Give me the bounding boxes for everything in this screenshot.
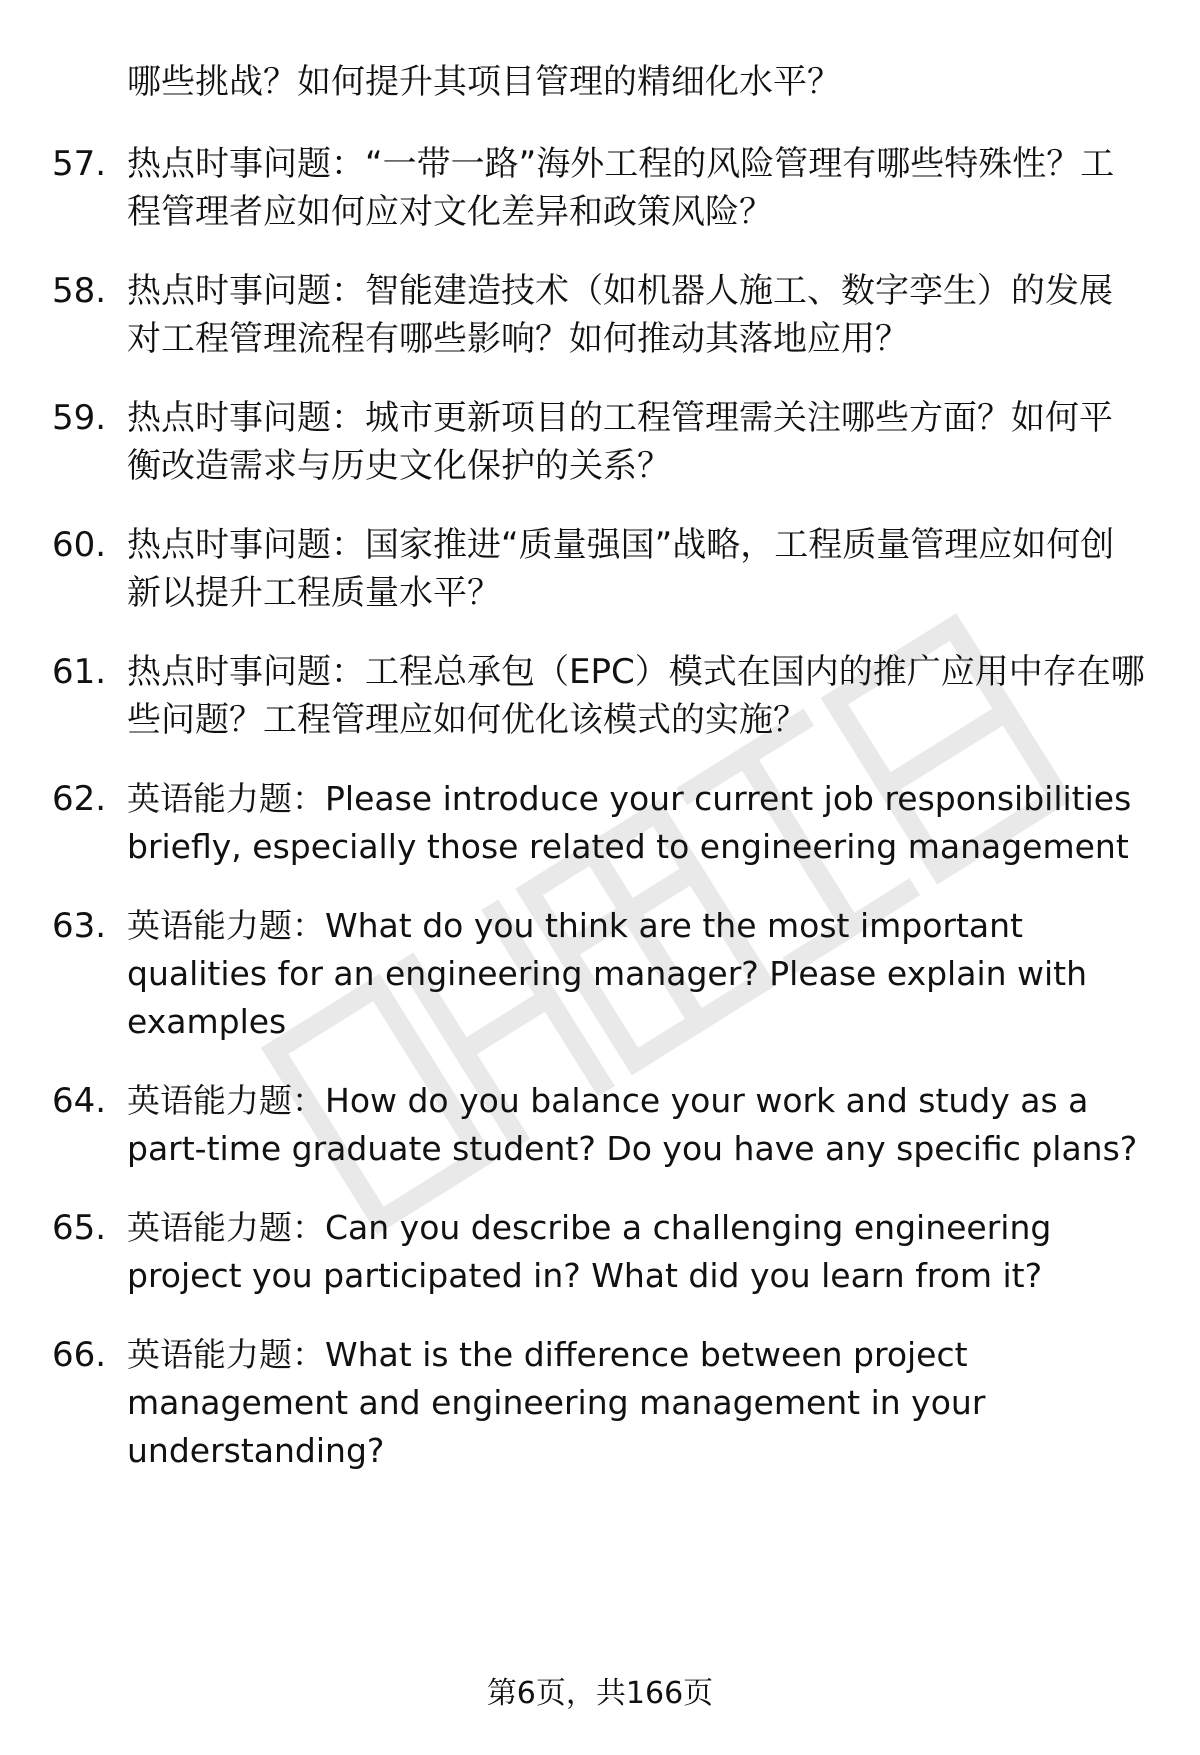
question-number: 64. <box>52 1081 107 1121</box>
question-number: 61. <box>52 652 107 692</box>
question-number: 59. <box>52 398 107 438</box>
question-text: 热点时事问题：智能建造技术（如机器人施工、数字孪生）的发展对工程管理流程有哪些影响？如何推动其落地应用？ <box>127 271 1113 359</box>
question-item <box>52 521 1152 617</box>
question-number: 60. <box>52 525 107 565</box>
question-text: 热点时事问题：工程总承包（EPC）模式在国内的推广应用中存在哪些问题？工程管理应如何优化该模式的实施？ <box>127 652 1145 740</box>
question-item <box>52 902 1152 1046</box>
question-list <box>52 140 1152 1506</box>
question-number: 58. <box>52 271 107 311</box>
question-number: 65. <box>52 1208 107 1248</box>
question-number: 66. <box>52 1335 107 1375</box>
question-number: 62. <box>52 779 107 819</box>
question-number: 57. <box>52 144 107 184</box>
question-item <box>52 267 1152 363</box>
question-text: 英语能力题：Please introduce your current job responsibilities briefly, especially those related to engineering management <box>127 779 1132 866</box>
question-item <box>52 648 1152 744</box>
continued-question-text: 哪些挑战？如何提升其项目管理的精细化水平？ <box>127 62 841 102</box>
question-text: 热点时事问题：城市更新项目的工程管理需关注哪些方面？如何平衡改造需求与历史文化保护的关系？ <box>127 398 1113 486</box>
question-number: 63. <box>52 906 107 946</box>
question-item <box>52 394 1152 490</box>
question-item <box>52 140 1152 236</box>
question-text: 英语能力题：What do you think are the most important qualities for an engineering manager? Please explain with examples <box>127 906 1088 1041</box>
question-text: 热点时事问题：国家推进“质量强国”战略，工程质量管理应如何创新以提升工程质量水平？ <box>127 525 1115 613</box>
question-item <box>52 1077 1152 1173</box>
question-text: 英语能力题：Can you describe a challenging engineering project you participated in? What did you learn from it? <box>127 1208 1052 1295</box>
question-item <box>52 775 1152 871</box>
question-item <box>52 1331 1152 1475</box>
question-text: 英语能力题：How do you balance your work and study as a part-time graduate student? Do you have any specific plans? <box>127 1081 1138 1168</box>
question-text: 热点时事问题：“一带一路”海外工程的风险管理有哪些特殊性？工程管理者应如何应对文化差异和政策风险？ <box>127 144 1115 232</box>
page-footer: 第6页，共166页 <box>486 1676 714 1711</box>
question-item <box>52 1204 1152 1300</box>
question-text: 英语能力题：What is the difference between project management and engineering management in your understanding? <box>127 1335 986 1470</box>
